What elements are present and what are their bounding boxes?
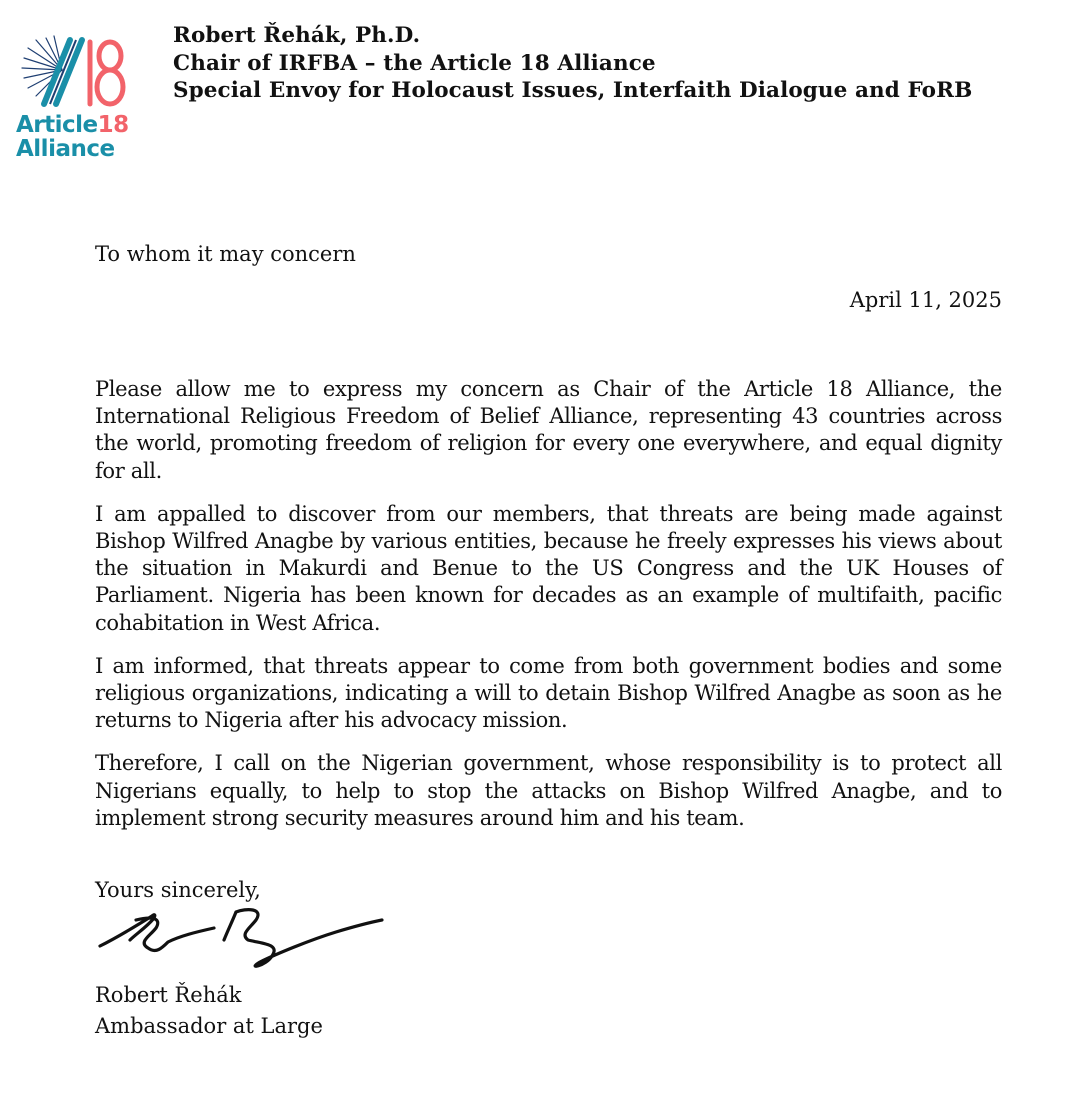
body-paragraph: I am informed, that threats appear to come from both government bodies and some religious organizations, indicating a will to detain Bishop Wilfred Anagbe as soon as he returns to Nigeria after his advocacy mission.	[95, 653, 1002, 733]
letter-body	[95, 376, 1002, 848]
logo-wordmark-alliance: Alliance	[16, 136, 115, 162]
handwritten-signature	[96, 904, 386, 976]
letterhead-role: Chair of IRFBA – the Article 18 Alliance	[173, 50, 656, 76]
body-paragraph: Please allow me to express my concern as Chair of the Article 18 Alliance, the International Religious Freedom of Belief Alliance, representing 43 countries across the world, promoting freedom of religion for every one everywhere, and equal dignity for all.	[95, 377, 1002, 483]
letterhead	[173, 22, 972, 105]
signer-title: Ambassador at Large	[95, 1014, 323, 1038]
logo-wordmark-article: Article	[16, 112, 98, 138]
body-paragraph: Therefore, I call on the Nigerian government, whose responsibility is to protect all Nigerians equally, to help to stop the attacks on Bishop Wilfred Anagbe, and to implement strong security measures around him and his team.	[95, 751, 1002, 830]
letterhead-name: Robert Řehák, Ph.D.	[173, 23, 421, 48]
letterhead-envoy: Special Envoy for Holocaust Issues, Interfaith Dialogue and FoRB	[173, 78, 973, 103]
letter-date: April 11, 2025	[849, 288, 1002, 312]
signer-name: Robert Řehák	[95, 983, 242, 1007]
logo-mark-icon	[14, 34, 132, 114]
article18-alliance-logo	[14, 34, 132, 162]
logo-wordmark-18: 18	[97, 112, 129, 138]
salutation: To whom it may concern	[95, 242, 356, 266]
body-paragraph: I am appalled to discover from our members, that threats are being made against Bishop Wilfred Anagbe by various entities, because he freely expresses his views about the situation in Makurdi and Benue to the US Congress and the UK Houses of Parliament. Nigeria has been known for decades as an example of multifaith, pacific cohabitation in West Africa.	[95, 501, 1002, 635]
logo-wordmark-line1	[16, 113, 136, 137]
closing: Yours sincerely,	[95, 878, 261, 902]
